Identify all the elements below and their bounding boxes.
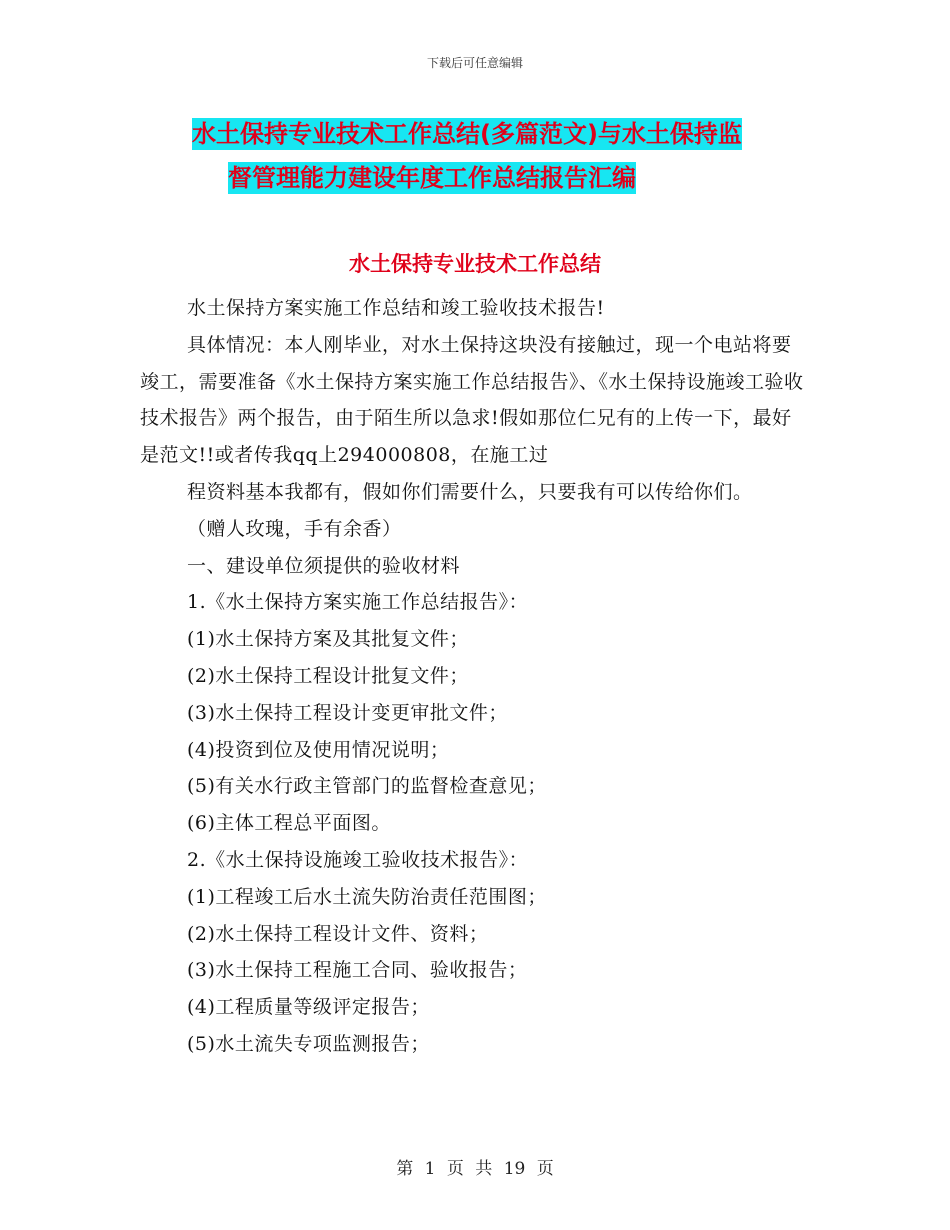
- paragraph-3: 程资料基本我都有，假如你们需要什么，只要我有可以传给你们。: [187, 480, 753, 503]
- list-item: 1.《水土保持方案实施工作总结报告》：: [187, 591, 529, 614]
- list-item: (1)水土保持方案及其批复文件；: [187, 628, 469, 651]
- document-title: [140, 112, 820, 200]
- list-item: (4)投资到位及使用情况说明；: [187, 738, 450, 761]
- list-item: (1)工程竣工后水土流失防治责任范围图；: [187, 885, 547, 908]
- paragraph-1: 水土保持方案实施工作总结和竣工验收技术报告!: [187, 297, 605, 319]
- title-line-1: 水土保持专业技术工作总结(多篇范文)与水土保持监: [192, 120, 742, 148]
- list-item: 2.《水土保持设施竣工验收技术报告》：: [187, 848, 529, 871]
- paragraph-5: 一、建设单位须提供的验收材料: [187, 554, 461, 577]
- page-header: 下载后可任意编辑: [426, 56, 523, 70]
- list-item: (6)主体工程总平面图。: [187, 812, 391, 835]
- page-footer: 第 1 页 共 19 页: [396, 1159, 554, 1179]
- list-item: (5)水土流失专项监测报告；: [187, 1032, 430, 1055]
- list-item: (3)水土保持工程施工合同、验收报告；: [187, 959, 528, 982]
- list-item: (3)水土保持工程设计变更审批文件；: [187, 701, 508, 724]
- paragraph-4: （赠人玫瑰，手有余香）: [187, 517, 402, 540]
- list-item: (2)水土保持工程设计批复文件；: [187, 664, 469, 687]
- list-item: (2)水土保持工程设计文件、资料；: [187, 922, 489, 945]
- title-line-2: 督管理能力建设年度工作总结报告汇编: [228, 164, 636, 192]
- list-item: (4)工程质量等级评定报告；: [187, 996, 430, 1019]
- list-item: (5)有关水行政主管部门的监督检查意见；: [187, 775, 547, 798]
- document-body: [140, 290, 810, 1063]
- paragraph-2: 具体情况：本人刚毕业，对水土保持这块没有接触过，现一个电站将要竣工，需要准备《水土保持方案实施工作总结报告》、《水土保持设施竣工验收技术报告》两个报告，由于陌生所以急求!假如那位仁兄有的上传一下，最好是范文!!或者传我qq上294000808，在施工过: [140, 333, 804, 467]
- section-heading: 水土保持专业技术工作总结: [349, 252, 601, 276]
